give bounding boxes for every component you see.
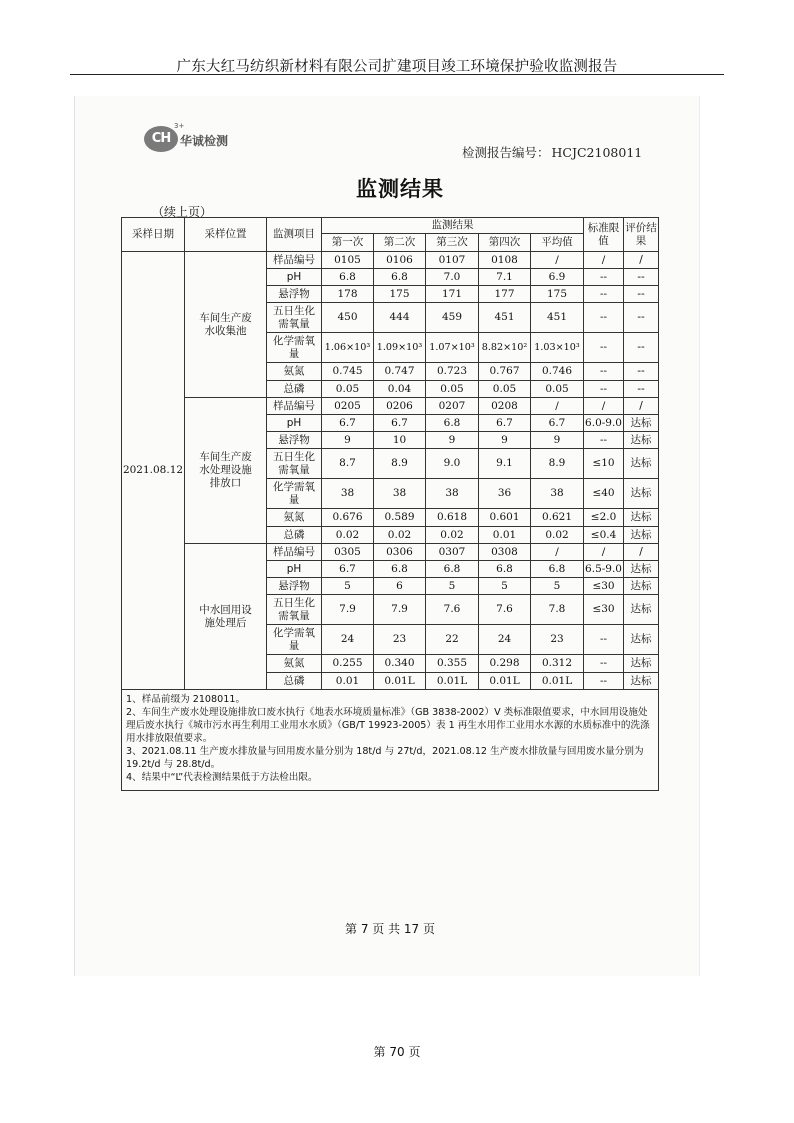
header-run-1: 第一次 <box>322 234 374 252</box>
result-value: 38 <box>374 479 426 509</box>
result-value: 0307 <box>426 544 479 561</box>
average-value: 8.9 <box>531 449 584 479</box>
result-value: 6.7 <box>479 415 531 432</box>
monitoring-item: 样品编号 <box>267 398 322 415</box>
result-value: 0308 <box>479 544 531 561</box>
notes-cell <box>122 690 659 791</box>
monitoring-item: pH <box>267 415 322 432</box>
result-value: 8.82×10² <box>479 333 531 363</box>
average-value: / <box>531 398 584 415</box>
monitoring-item: 总磷 <box>267 527 322 544</box>
result-value: 171 <box>426 286 479 303</box>
monitoring-item: 五日生化需氧量 <box>267 595 322 625</box>
evaluation-result: 达标 <box>624 578 659 595</box>
outer-page-number: 第 70 页 <box>373 1045 421 1059</box>
standard-limit: / <box>584 398 624 415</box>
standard-limit: 6.5-9.0 <box>584 561 624 578</box>
header-standard-limit: 标准限值 <box>584 218 624 252</box>
logo-mark: CH <box>144 126 178 152</box>
average-value: 38 <box>531 479 584 509</box>
company-logo <box>144 122 234 154</box>
result-value: 0106 <box>374 252 426 269</box>
average-value: 7.8 <box>531 595 584 625</box>
note-3: 3、2021.08.11 生产废水排放量与回用废水量分别为 18t/d 与 27t/d，2021.08.12 生产废水排放量与回用废水量分别为 19.2t/d 与 28.8t/d。 <box>126 746 644 770</box>
note-2: 2、车间生产废水处理设施排放口废水执行《地表水环境质量标准》（GB 3838-2002）V 类标准限值要求，中水回用设施处理后废水执行《城市污水再生利用工业用水水质》（GB/T 19923-2005）表 1 再生水用作工业用水水源的水质标准中的洗涤用水排放限值要求。 <box>126 707 650 744</box>
standard-limit: -- <box>584 673 624 690</box>
result-value: 451 <box>479 303 531 333</box>
header-monitoring-item: 监测项目 <box>267 218 322 252</box>
result-value: 0207 <box>426 398 479 415</box>
result-value: 7.9 <box>374 595 426 625</box>
monitoring-item: 样品编号 <box>267 252 322 269</box>
evaluation-result: 达标 <box>624 561 659 578</box>
document-header: 广东大红马纺织新材料有限公司扩建项目竣工环境保护验收监测报告 <box>176 59 618 75</box>
result-value: 0.05 <box>322 381 374 398</box>
standard-limit: -- <box>584 286 624 303</box>
evaluation-result: -- <box>624 363 659 381</box>
result-value: 10 <box>374 432 426 449</box>
result-value: 6.7 <box>374 415 426 432</box>
table-row <box>122 544 659 561</box>
result-value: 9.0 <box>426 449 479 479</box>
monitoring-item: 化学需氧量 <box>267 625 322 655</box>
standard-limit: / <box>584 252 624 269</box>
evaluation-result: / <box>624 252 659 269</box>
standard-limit: ≤30 <box>584 578 624 595</box>
result-value: 175 <box>374 286 426 303</box>
result-value: 0.02 <box>374 527 426 544</box>
standard-limit: -- <box>584 303 624 333</box>
result-value: 459 <box>426 303 479 333</box>
monitoring-item: 氨氮 <box>267 363 322 381</box>
monitoring-item: pH <box>267 561 322 578</box>
result-value: 6.8 <box>374 561 426 578</box>
standard-limit: ≤0.4 <box>584 527 624 544</box>
result-value: 9 <box>322 432 374 449</box>
result-value: 6.8 <box>479 561 531 578</box>
average-value: 6.8 <box>531 561 584 578</box>
evaluation-result: -- <box>624 286 659 303</box>
note-1: 1、样品前缀为 2108011。 <box>126 694 246 705</box>
result-value: 0.298 <box>479 655 531 673</box>
result-value: 0.340 <box>374 655 426 673</box>
average-value: 0.746 <box>531 363 584 381</box>
result-value: 444 <box>374 303 426 333</box>
result-value: 0.01L <box>374 673 426 690</box>
result-value: 0.745 <box>322 363 374 381</box>
result-value: 9 <box>479 432 531 449</box>
evaluation-result: 达标 <box>624 655 659 673</box>
result-value: 0.255 <box>322 655 374 673</box>
monitoring-item: 悬浮物 <box>267 432 322 449</box>
evaluation-result: 达标 <box>624 673 659 690</box>
result-value: 0.676 <box>322 509 374 527</box>
evaluation-result: 达标 <box>624 479 659 509</box>
evaluation-result: -- <box>624 269 659 286</box>
table-row <box>122 398 659 415</box>
evaluation-result: 达标 <box>624 527 659 544</box>
result-value: 178 <box>322 286 374 303</box>
average-value: 6.7 <box>531 415 584 432</box>
header-run-4: 第四次 <box>479 234 531 252</box>
monitoring-item: 氨氮 <box>267 655 322 673</box>
result-value: 24 <box>322 625 374 655</box>
result-value: 0.01 <box>322 673 374 690</box>
result-value: 0.723 <box>426 363 479 381</box>
result-value: 1.09×10³ <box>374 333 426 363</box>
result-value: 0.618 <box>426 509 479 527</box>
header-run-2: 第二次 <box>374 234 426 252</box>
monitoring-item: 五日生化需氧量 <box>267 449 322 479</box>
result-value: 0108 <box>479 252 531 269</box>
result-value: 6.8 <box>374 269 426 286</box>
monitoring-item: 氨氮 <box>267 509 322 527</box>
standard-limit: ≤30 <box>584 595 624 625</box>
report-number <box>460 143 642 161</box>
header-sampling-location: 采样位置 <box>185 218 267 252</box>
result-value: 9.1 <box>479 449 531 479</box>
result-value: 22 <box>426 625 479 655</box>
standard-limit: ≤2.0 <box>584 509 624 527</box>
monitoring-item: pH <box>267 269 322 286</box>
result-value: 0.05 <box>479 381 531 398</box>
result-value: 0208 <box>479 398 531 415</box>
evaluation-result: / <box>624 544 659 561</box>
result-value: 36 <box>479 479 531 509</box>
result-value: 0205 <box>322 398 374 415</box>
average-value: 0.05 <box>531 381 584 398</box>
result-value: 0.601 <box>479 509 531 527</box>
standard-limit: -- <box>584 333 624 363</box>
standard-limit: -- <box>584 432 624 449</box>
result-value: 1.07×10³ <box>426 333 479 363</box>
report-number-value: HCJC2108011 <box>551 145 643 160</box>
average-value: 175 <box>531 286 584 303</box>
result-value: 9 <box>426 432 479 449</box>
average-value: 6.9 <box>531 269 584 286</box>
average-value: 0.01L <box>531 673 584 690</box>
sampling-location: 车间生产废水收集池 <box>185 252 267 398</box>
monitoring-item: 五日生化需氧量 <box>267 303 322 333</box>
sampling-location: 车间生产废水处理设施排放口 <box>185 398 267 544</box>
result-value: 6 <box>374 578 426 595</box>
result-value: 38 <box>426 479 479 509</box>
logo-superscript: 3+ <box>174 122 185 130</box>
evaluation-result: 达标 <box>624 595 659 625</box>
average-value: 0.312 <box>531 655 584 673</box>
monitoring-item: 悬浮物 <box>267 578 322 595</box>
evaluation-result: / <box>624 398 659 415</box>
average-value: 0.621 <box>531 509 584 527</box>
header-sampling-date: 采样日期 <box>122 218 185 252</box>
result-value: 24 <box>479 625 531 655</box>
result-value: 5 <box>322 578 374 595</box>
standard-limit: -- <box>584 655 624 673</box>
monitoring-item: 总磷 <box>267 381 322 398</box>
average-value: / <box>531 544 584 561</box>
monitoring-item: 化学需氧量 <box>267 479 322 509</box>
evaluation-result: -- <box>624 381 659 398</box>
average-value: 0.02 <box>531 527 584 544</box>
result-value: 23 <box>374 625 426 655</box>
monitoring-item: 悬浮物 <box>267 286 322 303</box>
page-title: 监测结果 <box>356 177 444 201</box>
result-value: 0107 <box>426 252 479 269</box>
standard-limit: -- <box>584 381 624 398</box>
result-value: 0305 <box>322 544 374 561</box>
average-value: / <box>531 252 584 269</box>
result-value: 1.06×10³ <box>322 333 374 363</box>
result-value: 0.05 <box>426 381 479 398</box>
evaluation-result: 达标 <box>624 625 659 655</box>
header-rule <box>70 74 724 75</box>
header-run-3: 第三次 <box>426 234 479 252</box>
average-value: 1.03×10³ <box>531 333 584 363</box>
result-value: 0.767 <box>479 363 531 381</box>
evaluation-result: 达标 <box>624 432 659 449</box>
inner-page-number: 第 7 页 共 17 页 <box>345 922 435 936</box>
header-average: 平均值 <box>531 234 584 252</box>
monitoring-item: 样品编号 <box>267 544 322 561</box>
average-value: 23 <box>531 625 584 655</box>
logo-text: 华诚检测 <box>180 134 229 148</box>
monitoring-item: 化学需氧量 <box>267 333 322 363</box>
result-value: 0206 <box>374 398 426 415</box>
result-value: 7.9 <box>322 595 374 625</box>
evaluation-result: -- <box>624 333 659 363</box>
result-value: 0.02 <box>322 527 374 544</box>
results-body <box>122 252 659 690</box>
header-monitoring-results: 监测结果 <box>322 218 584 234</box>
header-evaluation: 评价结果 <box>624 218 659 252</box>
note-4: 4、结果中“L”代表检测结果低于方法检出限。 <box>126 772 318 783</box>
evaluation-result: 达标 <box>624 509 659 527</box>
evaluation-result: -- <box>624 303 659 333</box>
result-value: 7.1 <box>479 269 531 286</box>
result-value: 0306 <box>374 544 426 561</box>
report-number-label: 检测报告编号： <box>462 145 550 160</box>
evaluation-result: 达标 <box>624 415 659 432</box>
result-value: 8.9 <box>374 449 426 479</box>
continued-label: （续上页） <box>152 205 213 219</box>
standard-limit: -- <box>584 363 624 381</box>
result-value: 7.0 <box>426 269 479 286</box>
result-value: 7.6 <box>426 595 479 625</box>
standard-limit: / <box>584 544 624 561</box>
result-value: 177 <box>479 286 531 303</box>
result-value: 0.02 <box>426 527 479 544</box>
standard-limit: ≤10 <box>584 449 624 479</box>
result-value: 6.8 <box>322 269 374 286</box>
standard-limit: -- <box>584 625 624 655</box>
sampling-date: 2021.08.12 <box>122 252 185 690</box>
result-value: 450 <box>322 303 374 333</box>
result-value: 0.04 <box>374 381 426 398</box>
result-value: 6.7 <box>322 561 374 578</box>
evaluation-result: 达标 <box>624 449 659 479</box>
result-value: 6.7 <box>322 415 374 432</box>
result-value: 0.01L <box>426 673 479 690</box>
results-table <box>121 217 659 791</box>
standard-limit: ≤40 <box>584 479 624 509</box>
result-value: 0105 <box>322 252 374 269</box>
result-value: 0.355 <box>426 655 479 673</box>
result-value: 0.01 <box>479 527 531 544</box>
result-value: 6.8 <box>426 561 479 578</box>
result-value: 0.747 <box>374 363 426 381</box>
sampling-location: 中水回用设施处理后 <box>185 544 267 690</box>
result-value: 0.589 <box>374 509 426 527</box>
monitoring-item: 总磷 <box>267 673 322 690</box>
result-value: 7.6 <box>479 595 531 625</box>
result-value: 5 <box>426 578 479 595</box>
average-value: 5 <box>531 578 584 595</box>
average-value: 451 <box>531 303 584 333</box>
standard-limit: -- <box>584 269 624 286</box>
result-value: 8.7 <box>322 449 374 479</box>
result-value: 38 <box>322 479 374 509</box>
average-value: 9 <box>531 432 584 449</box>
result-value: 5 <box>479 578 531 595</box>
result-value: 6.8 <box>426 415 479 432</box>
standard-limit: 6.0-9.0 <box>584 415 624 432</box>
table-row <box>122 252 659 269</box>
result-value: 0.01L <box>479 673 531 690</box>
